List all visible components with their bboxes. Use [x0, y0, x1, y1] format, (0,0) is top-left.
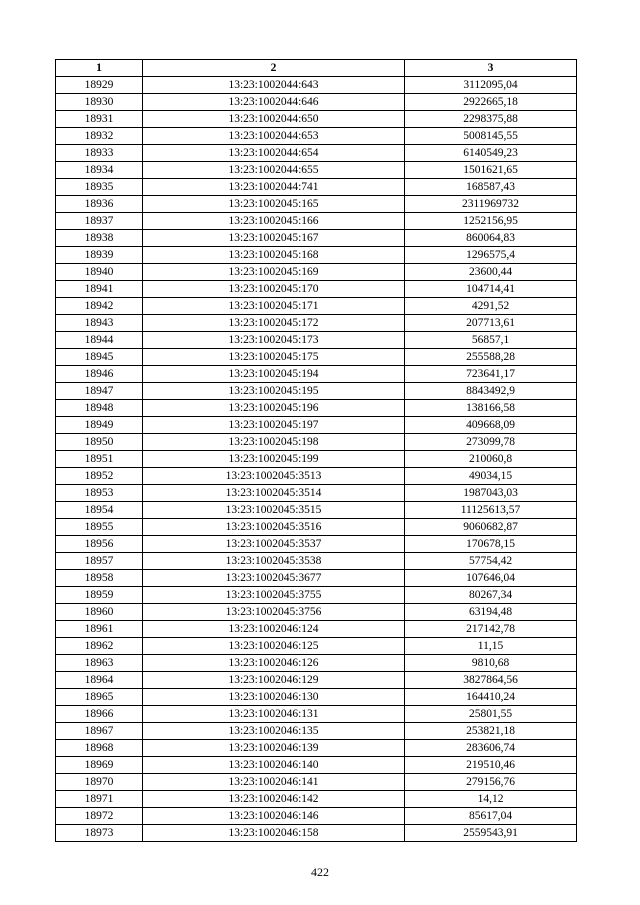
- cadastral-number-cell: 13:23:1002045:3537: [143, 536, 405, 553]
- cadastral-number-cell: 13:23:1002045:198: [143, 434, 405, 451]
- row-number-cell: 18965: [56, 689, 143, 706]
- cadastral-number-cell: 13:23:1002045:3513: [143, 468, 405, 485]
- value-cell: 63194,48: [405, 604, 577, 621]
- row-number-cell: 18954: [56, 502, 143, 519]
- cadastral-number-cell: 13:23:1002046:135: [143, 723, 405, 740]
- row-number-cell: 18940: [56, 264, 143, 281]
- row-number-cell: 18941: [56, 281, 143, 298]
- table-row: [56, 332, 577, 349]
- table-row: [56, 77, 577, 94]
- cadastral-number-cell: 13:23:1002045:3538: [143, 553, 405, 570]
- cadastral-number-cell: 13:23:1002045:173: [143, 332, 405, 349]
- value-cell: 409668,09: [405, 417, 577, 434]
- value-cell: 219510,46: [405, 757, 577, 774]
- row-number-cell: 18955: [56, 519, 143, 536]
- cadastral-number-cell: 13:23:1002046:140: [143, 757, 405, 774]
- value-cell: 1987043,03: [405, 485, 577, 502]
- row-number-cell: 18958: [56, 570, 143, 587]
- value-cell: 1252156,95: [405, 213, 577, 230]
- cadastral-number-cell: 13:23:1002045:3677: [143, 570, 405, 587]
- page-number: 422: [311, 865, 329, 879]
- value-cell: 5008145,55: [405, 128, 577, 145]
- row-number-cell: 18967: [56, 723, 143, 740]
- value-cell: 2559543,91: [405, 825, 577, 842]
- value-cell: 57754,42: [405, 553, 577, 570]
- cadastral-number-cell: 13:23:1002045:170: [143, 281, 405, 298]
- value-cell: 283606,74: [405, 740, 577, 757]
- cadastral-number-cell: 13:23:1002044:650: [143, 111, 405, 128]
- row-number-cell: 18959: [56, 587, 143, 604]
- row-number-cell: 18952: [56, 468, 143, 485]
- value-cell: 723641,17: [405, 366, 577, 383]
- row-number-cell: 18956: [56, 536, 143, 553]
- row-number-cell: 18970: [56, 774, 143, 791]
- table-row: [56, 740, 577, 757]
- cadastral-number-cell: 13:23:1002045:167: [143, 230, 405, 247]
- table-row: [56, 689, 577, 706]
- value-cell: 164410,24: [405, 689, 577, 706]
- row-number-cell: 18943: [56, 315, 143, 332]
- value-cell: 80267,34: [405, 587, 577, 604]
- row-number-cell: 18950: [56, 434, 143, 451]
- cadastral-number-cell: 13:23:1002045:3756: [143, 604, 405, 621]
- cadastral-number-cell: 13:23:1002046:124: [143, 621, 405, 638]
- value-cell: 2922665,18: [405, 94, 577, 111]
- row-number-cell: 18932: [56, 128, 143, 145]
- table-row: [56, 247, 577, 264]
- table-row: [56, 723, 577, 740]
- table-row: [56, 128, 577, 145]
- row-number-cell: 18942: [56, 298, 143, 315]
- table-row: [56, 655, 577, 672]
- value-cell: 9810,68: [405, 655, 577, 672]
- cadastral-number-cell: 13:23:1002045:199: [143, 451, 405, 468]
- table-row: [56, 383, 577, 400]
- value-cell: 11,15: [405, 638, 577, 655]
- row-number-cell: 18973: [56, 825, 143, 842]
- table-header: [56, 60, 577, 77]
- value-cell: 4291,52: [405, 298, 577, 315]
- table-row: [56, 485, 577, 502]
- value-cell: 138166,58: [405, 400, 577, 417]
- value-cell: 49034,15: [405, 468, 577, 485]
- row-number-cell: 18953: [56, 485, 143, 502]
- value-cell: 104714,41: [405, 281, 577, 298]
- table-row: [56, 145, 577, 162]
- cadastral-number-cell: 13:23:1002045:172: [143, 315, 405, 332]
- cadastral-number-cell: 13:23:1002045:196: [143, 400, 405, 417]
- value-cell: 8843492,9: [405, 383, 577, 400]
- cadastral-number-cell: 13:23:1002046:141: [143, 774, 405, 791]
- table-row: [56, 536, 577, 553]
- cadastral-number-cell: 13:23:1002044:646: [143, 94, 405, 111]
- row-number-cell: 18951: [56, 451, 143, 468]
- table-row: [56, 502, 577, 519]
- value-cell: 273099,78: [405, 434, 577, 451]
- row-number-cell: 18972: [56, 808, 143, 825]
- value-cell: 11125613,57: [405, 502, 577, 519]
- row-number-cell: 18944: [56, 332, 143, 349]
- cadastral-number-cell: 13:23:1002045:3514: [143, 485, 405, 502]
- cadastral-number-cell: 13:23:1002046:158: [143, 825, 405, 842]
- value-cell: 170678,15: [405, 536, 577, 553]
- table-row: [56, 213, 577, 230]
- value-cell: 9060682,87: [405, 519, 577, 536]
- table-row: [56, 298, 577, 315]
- row-number-cell: 18931: [56, 111, 143, 128]
- cadastral-number-cell: 13:23:1002046:125: [143, 638, 405, 655]
- table-row: [56, 451, 577, 468]
- value-cell: 85617,04: [405, 808, 577, 825]
- table-row: [56, 468, 577, 485]
- row-number-cell: 18966: [56, 706, 143, 723]
- table-row: [56, 672, 577, 689]
- cadastral-number-cell: 13:23:1002046:131: [143, 706, 405, 723]
- row-number-cell: 18949: [56, 417, 143, 434]
- row-number-cell: 18960: [56, 604, 143, 621]
- table-row: [56, 757, 577, 774]
- row-number-cell: 18964: [56, 672, 143, 689]
- table-body: [56, 77, 577, 842]
- value-cell: 25801,55: [405, 706, 577, 723]
- value-cell: 3112095,04: [405, 77, 577, 94]
- cadastral-number-cell: 13:23:1002045:197: [143, 417, 405, 434]
- row-number-cell: 18935: [56, 179, 143, 196]
- row-number-cell: 18938: [56, 230, 143, 247]
- table-row: [56, 519, 577, 536]
- row-number-cell: 18937: [56, 213, 143, 230]
- table-row: [56, 349, 577, 366]
- row-number-cell: 18963: [56, 655, 143, 672]
- value-cell: 860064,83: [405, 230, 577, 247]
- cadastral-number-cell: 13:23:1002045:175: [143, 349, 405, 366]
- cadastral-number-cell: 13:23:1002046:129: [143, 672, 405, 689]
- table-row: [56, 570, 577, 587]
- table-row: [56, 400, 577, 417]
- value-cell: 6140549,23: [405, 145, 577, 162]
- cadastral-number-cell: 13:23:1002046:126: [143, 655, 405, 672]
- cadastral-number-cell: 13:23:1002046:142: [143, 791, 405, 808]
- value-cell: 3827864,56: [405, 672, 577, 689]
- row-number-cell: 18929: [56, 77, 143, 94]
- cadastral-number-cell: 13:23:1002045:165: [143, 196, 405, 213]
- cadastral-number-cell: 13:23:1002045:195: [143, 383, 405, 400]
- table-row: [56, 706, 577, 723]
- cadastral-number-cell: 13:23:1002045:168: [143, 247, 405, 264]
- column-header-3: 3: [405, 60, 577, 77]
- table-row: [56, 281, 577, 298]
- cadastral-number-cell: 13:23:1002046:130: [143, 689, 405, 706]
- table-row: [56, 553, 577, 570]
- table-row: [56, 791, 577, 808]
- table-row: [56, 808, 577, 825]
- value-cell: 2298375,88: [405, 111, 577, 128]
- table-row: [56, 604, 577, 621]
- table-row: [56, 621, 577, 638]
- data-table: [55, 59, 577, 842]
- cadastral-number-cell: 13:23:1002045:166: [143, 213, 405, 230]
- value-cell: 207713,61: [405, 315, 577, 332]
- table-row: [56, 111, 577, 128]
- row-number-cell: 18971: [56, 791, 143, 808]
- cadastral-number-cell: 13:23:1002044:654: [143, 145, 405, 162]
- row-number-cell: 18946: [56, 366, 143, 383]
- row-number-cell: 18969: [56, 757, 143, 774]
- row-number-cell: 18933: [56, 145, 143, 162]
- value-cell: 1296575,4: [405, 247, 577, 264]
- value-cell: 210060,8: [405, 451, 577, 468]
- row-number-cell: 18968: [56, 740, 143, 757]
- row-number-cell: 18939: [56, 247, 143, 264]
- cadastral-number-cell: 13:23:1002044:655: [143, 162, 405, 179]
- cadastral-number-cell: 13:23:1002044:643: [143, 77, 405, 94]
- value-cell: 107646,04: [405, 570, 577, 587]
- cadastral-number-cell: 13:23:1002045:3755: [143, 587, 405, 604]
- table-row: [56, 825, 577, 842]
- cadastral-number-cell: 13:23:1002046:146: [143, 808, 405, 825]
- cadastral-number-cell: 13:23:1002045:169: [143, 264, 405, 281]
- column-header-1: 1: [56, 60, 143, 77]
- value-cell: 253821,18: [405, 723, 577, 740]
- row-number-cell: 18962: [56, 638, 143, 655]
- table-row: [56, 196, 577, 213]
- cadastral-number-cell: 13:23:1002046:139: [143, 740, 405, 757]
- cadastral-number-cell: 13:23:1002045:171: [143, 298, 405, 315]
- row-number-cell: 18961: [56, 621, 143, 638]
- cadastral-number-cell: 13:23:1002045:194: [143, 366, 405, 383]
- cadastral-number-cell: 13:23:1002044:741: [143, 179, 405, 196]
- row-number-cell: 18945: [56, 349, 143, 366]
- header-row: [56, 60, 577, 77]
- row-number-cell: 18957: [56, 553, 143, 570]
- row-number-cell: 18947: [56, 383, 143, 400]
- row-number-cell: 18930: [56, 94, 143, 111]
- cadastral-number-cell: 13:23:1002044:653: [143, 128, 405, 145]
- column-header-2: 2: [143, 60, 405, 77]
- table-row: [56, 366, 577, 383]
- table-row: [56, 94, 577, 111]
- table-row: [56, 638, 577, 655]
- value-cell: 1501621,65: [405, 162, 577, 179]
- cadastral-number-cell: 13:23:1002045:3516: [143, 519, 405, 536]
- value-cell: 56857,1: [405, 332, 577, 349]
- cadastral-number-cell: 13:23:1002045:3515: [143, 502, 405, 519]
- table-row: [56, 434, 577, 451]
- value-cell: 14,12: [405, 791, 577, 808]
- table-row: [56, 774, 577, 791]
- table-row: [56, 230, 577, 247]
- table-row: [56, 587, 577, 604]
- row-number-cell: 18936: [56, 196, 143, 213]
- table-row: [56, 179, 577, 196]
- value-cell: 23600,44: [405, 264, 577, 281]
- table-row: [56, 162, 577, 179]
- table-row: [56, 417, 577, 434]
- value-cell: 279156,76: [405, 774, 577, 791]
- row-number-cell: 18934: [56, 162, 143, 179]
- row-number-cell: 18948: [56, 400, 143, 417]
- table-row: [56, 264, 577, 281]
- table-row: [56, 315, 577, 332]
- value-cell: 217142,78: [405, 621, 577, 638]
- value-cell: 255588,28: [405, 349, 577, 366]
- value-cell: 168587,43: [405, 179, 577, 196]
- value-cell: 2311969732: [405, 196, 577, 213]
